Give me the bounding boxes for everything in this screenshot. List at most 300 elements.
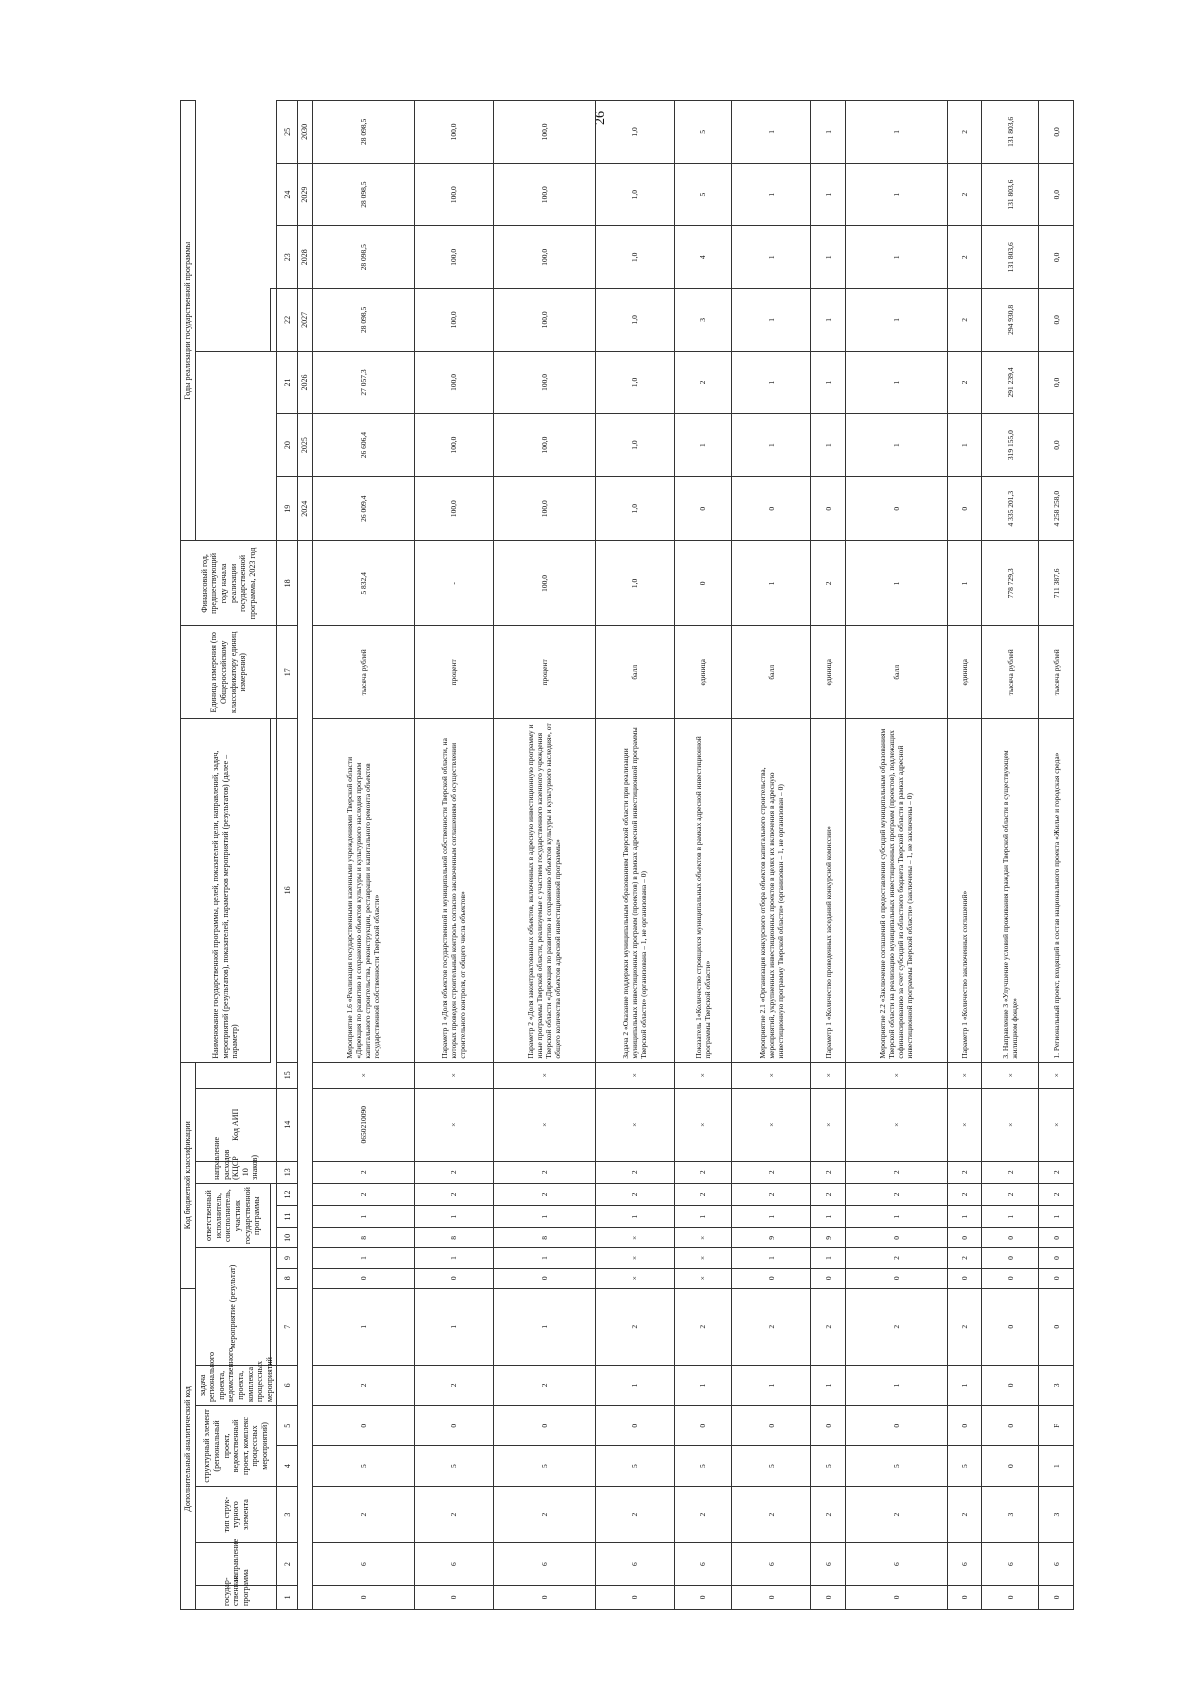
year-value-cell: 100,0: [493, 226, 595, 289]
row-name-cell: 1. Региональный проект, входящий в состав национального проекта «Жилье и городская среда»: [1039, 719, 1074, 1062]
year-value-cell: 0,0: [1039, 351, 1074, 414]
code-cell: ×: [595, 1268, 674, 1288]
year-value-cell: 0: [674, 476, 731, 541]
code-cell: ×: [811, 1088, 846, 1161]
year-value-cell: 2: [947, 226, 982, 289]
fin-year-cell: 1: [846, 541, 948, 626]
code-cell: 0650210090: [312, 1088, 414, 1161]
code-cell: ×: [846, 1062, 948, 1088]
code-cell: 2: [595, 1183, 674, 1205]
code-cell: 2: [731, 1161, 810, 1183]
row-name-cell: Задача 2 «Оказание поддержки муниципальным образованиям Тверской области при реализации муниципальных инвестиционных программ (проектов) в рамках адресной инвестиционной программы Тверской области» (организована – 1, не организована – 0): [595, 719, 674, 1062]
table-row: [811, 101, 846, 1610]
code-cell: ×: [595, 1228, 674, 1248]
col-number: 9: [277, 1248, 298, 1268]
year-value-cell: 1: [731, 101, 810, 164]
code-cell: 2: [731, 1486, 810, 1543]
unit-cell: балл: [595, 626, 674, 719]
struct-type-header: тип струк-турного элемента: [195, 1486, 277, 1543]
code-cell: 2: [493, 1486, 595, 1543]
code-cell: 9: [731, 1228, 810, 1248]
code-cell: 0: [982, 1228, 1039, 1248]
program-header: государ-ственная программа: [195, 1585, 277, 1609]
fin-year-cell: 711 387,6: [1039, 541, 1074, 626]
code-cell: 2: [674, 1183, 731, 1205]
years-blank: [195, 351, 277, 1088]
year-value-cell: 1: [811, 289, 846, 352]
code-cell: ×: [674, 1062, 731, 1088]
year-value-cell: 1: [731, 226, 810, 289]
code-cell: ×: [595, 1248, 674, 1268]
year-value-cell: 26 606,4: [312, 414, 414, 477]
row-name-cell: Мероприятие 1.6 «Реализация государственными казенными учреждениями Тверской области «Дирекция по развитию и сохранению объектов культуры и культурного наследия программ капитального строительства, реконструкции, реставрации и капитального ремонта объектов государственной собственности Тверской области»: [312, 719, 414, 1062]
col-number: 17: [277, 626, 298, 719]
year-value-cell: 1: [846, 226, 948, 289]
code-cell: 6: [414, 1543, 493, 1585]
code-cell: 2: [947, 1486, 982, 1543]
code-cell: 0: [1039, 1228, 1074, 1248]
code-cell: ×: [982, 1062, 1039, 1088]
col-number: 8: [277, 1268, 298, 1288]
years-row-blank: [298, 541, 313, 1610]
year-value-cell: 2: [947, 163, 982, 226]
code-cell: 2: [846, 1248, 948, 1268]
fin-year-cell: 5 832,4: [312, 541, 414, 626]
code-cell: 0: [1039, 1288, 1074, 1365]
year-value-cell: 1: [731, 163, 810, 226]
col-number: 20: [277, 414, 298, 477]
year-value-cell: 1: [811, 226, 846, 289]
code-cell: 1: [811, 1248, 846, 1268]
code-cell: 1: [731, 1206, 810, 1228]
code-cell: 1: [674, 1206, 731, 1228]
code-cell: 0: [982, 1446, 1039, 1486]
code-cell: 5: [595, 1446, 674, 1486]
year-value-cell: 1: [846, 289, 948, 352]
direction-header: направление: [195, 1543, 277, 1585]
col-number: 15: [277, 1062, 298, 1088]
year-value-cell: 28 098,5: [312, 226, 414, 289]
code-cell: 1: [811, 1206, 846, 1228]
code-cell: 1: [312, 1288, 414, 1365]
code-cell: 1: [493, 1248, 595, 1268]
code-cell: 0: [982, 1248, 1039, 1268]
code-cell: 0: [312, 1406, 414, 1446]
code-cell: ×: [811, 1062, 846, 1088]
code-cell: 2: [811, 1486, 846, 1543]
year-value-cell: 1: [731, 351, 810, 414]
year-value-cell: 1,0: [595, 351, 674, 414]
code-cell: ×: [982, 1088, 1039, 1161]
code-cell: 1: [674, 1365, 731, 1405]
year-value-cell: 4 258 258,0: [1039, 476, 1074, 541]
code-cell: 0: [846, 1268, 948, 1288]
code-cell: 6: [982, 1543, 1039, 1585]
year-value-cell: 100,0: [493, 101, 595, 164]
row-name-cell: Показатель 1«Количество строящихся муниципальных объектов в рамках адресной инвестиционной программы Тверской области»: [674, 719, 731, 1062]
row-name-cell: Мероприятие 2.1 «Организация конкурсного отбора объектов капитального строительства, мероприятий, укрупненных инвестиционных проектов в целях их включения в адресную инвестиционную программу Тверской области» (организован – 1, не организован – 0): [731, 719, 810, 1062]
code-cell: 2: [493, 1161, 595, 1183]
code-cell: 0: [982, 1406, 1039, 1446]
code-cell: 2: [595, 1486, 674, 1543]
code-cell: 1: [312, 1248, 414, 1268]
year-value-cell: 4: [674, 226, 731, 289]
code-cell: 0: [1039, 1585, 1074, 1609]
year-value-cell: 100,0: [493, 163, 595, 226]
code-cell: ×: [414, 1062, 493, 1088]
year-value-cell: 291 239,4: [982, 351, 1039, 414]
year-value-cell: 2: [947, 101, 982, 164]
code-cell: 2: [947, 1288, 982, 1365]
code-cell: 0: [674, 1406, 731, 1446]
code-cell: ×: [595, 1062, 674, 1088]
code-cell: 0: [674, 1585, 731, 1609]
code-cell: 2: [493, 1183, 595, 1205]
table-row: [731, 101, 810, 1610]
expense-header: направление расходов (КЦСР 10 знаков): [195, 1161, 277, 1183]
code-cell: 0: [731, 1585, 810, 1609]
code-cell: 2: [414, 1365, 493, 1405]
table-row: [414, 101, 493, 1610]
code-cell: 0: [947, 1406, 982, 1446]
code-cell: 0: [1039, 1268, 1074, 1288]
code-cell: ×: [674, 1228, 731, 1248]
year-value-cell: 0,0: [1039, 289, 1074, 352]
year-value-cell: 100,0: [493, 414, 595, 477]
code-cell: 1: [1039, 1446, 1074, 1486]
code-cell: F: [1039, 1406, 1074, 1446]
code-cell: 2: [414, 1183, 493, 1205]
code-cell: 2: [493, 1365, 595, 1405]
code-cell: ×: [674, 1248, 731, 1268]
year-value-cell: 0,0: [1039, 163, 1074, 226]
code-cell: 1: [595, 1206, 674, 1228]
col-number: 21: [277, 351, 298, 414]
code-cell: 0: [493, 1585, 595, 1609]
code-cell: 1: [947, 1365, 982, 1405]
code-cell: 0: [414, 1585, 493, 1609]
code-cell: 1: [414, 1288, 493, 1365]
year-header: 2025: [298, 414, 313, 477]
code-cell: 2: [811, 1288, 846, 1365]
year-header: 2030: [298, 101, 313, 164]
code-cell: 0: [846, 1585, 948, 1609]
code-cell: 1: [414, 1206, 493, 1228]
code-cell: 2: [674, 1486, 731, 1543]
row-name-cell: Мероприятие 2.2 «Заключение соглашений о предоставлении субсидий муниципальным образованиям Тверской области на реализацию муниципальных инвестиционных программ (проектов), подлежащих софинансированию за счет субсидий из областного бюджета Тверской области в рамках адресной инвестиционной программы Тверской области» (заключены – 1, не заключены – 0): [846, 719, 948, 1062]
code-cell: ×: [312, 1062, 414, 1088]
code-cell: 0: [312, 1585, 414, 1609]
year-value-cell: 100,0: [414, 163, 493, 226]
year-value-cell: 100,0: [414, 101, 493, 164]
code-cell: 1: [846, 1206, 948, 1228]
executor-header: ответственный исполнитель, соисполнитель, участник государственной программы: [195, 1183, 271, 1248]
year-value-cell: 1: [674, 414, 731, 477]
code-cell: ×: [595, 1088, 674, 1161]
code-cell: 0: [414, 1268, 493, 1288]
code-cell: 6: [811, 1543, 846, 1585]
code-cell: 0: [811, 1268, 846, 1288]
unit-cell: процент: [414, 626, 493, 719]
year-value-cell: 0: [947, 476, 982, 541]
year-value-cell: 1,0: [595, 226, 674, 289]
unit-cell: единица: [947, 626, 982, 719]
year-value-cell: 100,0: [493, 476, 595, 541]
code-cell: 0: [947, 1268, 982, 1288]
code-cell: 2: [846, 1161, 948, 1183]
col-number: 23: [277, 226, 298, 289]
year-value-cell: 1: [846, 163, 948, 226]
year-value-cell: 1: [811, 163, 846, 226]
year-value-cell: 1: [811, 414, 846, 477]
year-value-cell: 1,0: [595, 163, 674, 226]
fin-year-cell: 2: [811, 541, 846, 626]
code-cell: 1: [1039, 1206, 1074, 1228]
group-budget-header: Код бюджетной классификации: [181, 1062, 196, 1288]
col-number: 11: [277, 1206, 298, 1228]
code-cell: ×: [846, 1088, 948, 1161]
code-cell: 2: [312, 1486, 414, 1543]
year-value-cell: 294 930,8: [982, 289, 1039, 352]
year-value-cell: 5: [674, 163, 731, 226]
col-number: 1: [277, 1585, 298, 1609]
code-cell: 0: [846, 1228, 948, 1248]
row-name-cell: Параметр 1 «Доля объектов государственной и муниципальной собственности Тверской области, на которых проведен строительный контроль согласно заключенным соглашениям об осуществлении строительного контроля, от общего числа объектов»: [414, 719, 493, 1062]
year-value-cell: 0,0: [1039, 226, 1074, 289]
unit-header: Единица измерения (по Общероссийскому классификатору единиц измерения): [181, 626, 277, 719]
code-cell: 3: [982, 1486, 1039, 1543]
year-value-cell: 2: [947, 289, 982, 352]
code-cell: 0: [493, 1268, 595, 1288]
code-cell: 1: [493, 1288, 595, 1365]
code-cell: 2: [846, 1288, 948, 1365]
col-number: 3: [277, 1486, 298, 1543]
code-cell: 6: [731, 1543, 810, 1585]
year-value-cell: 1: [731, 289, 810, 352]
code-cell: 2: [982, 1161, 1039, 1183]
code-cell: ×: [731, 1088, 810, 1161]
table-row: [674, 101, 731, 1610]
code-cell: 1: [312, 1206, 414, 1228]
col-number: 4: [277, 1446, 298, 1486]
year-value-cell: 1,0: [595, 476, 674, 541]
code-cell: 5: [811, 1446, 846, 1486]
year-value-cell: 4 335 201,3: [982, 476, 1039, 541]
code-cell: 6: [595, 1543, 674, 1585]
code-cell: 5: [947, 1446, 982, 1486]
unit-cell: тысяча рублей: [1039, 626, 1074, 719]
year-value-cell: 100,0: [493, 351, 595, 414]
unit-cell: процент: [493, 626, 595, 719]
name-header: Наименование государственной программы, целей, показателей цели, направлений, задач, мероприятий (результатов), показателей, параметров мероприятий (результатов) (далее – параметр): [181, 719, 271, 1062]
fin-year-cell: 1,0: [595, 541, 674, 626]
code-cell: 2: [947, 1161, 982, 1183]
row-name-cell: Параметр 2 «Доля законтрактованных объектов, включенных в адресную инвестиционную программу и иные программы Тверской области, реализуемые с участием государственного казенного учреждения Тверской области «Дирекция по развитию и сохранению объектов культуры и культурного наследия», от общего количества объектов адресной инвестиционной программы»: [493, 719, 595, 1062]
code-cell: 8: [312, 1228, 414, 1248]
year-value-cell: 0: [811, 476, 846, 541]
code-cell: 0: [731, 1268, 810, 1288]
year-value-cell: 1: [811, 101, 846, 164]
year-value-cell: 100,0: [414, 476, 493, 541]
code-cell: 2: [731, 1288, 810, 1365]
year-value-cell: 28 098,5: [312, 101, 414, 164]
code-cell: 2: [731, 1183, 810, 1205]
unit-cell: тысяча рублей: [312, 626, 414, 719]
code-cell: ×: [493, 1062, 595, 1088]
year-value-cell: 131 803,6: [982, 163, 1039, 226]
table-row: [982, 101, 1039, 1610]
code-cell: 5: [414, 1446, 493, 1486]
code-cell: 5: [493, 1446, 595, 1486]
fin-year-header: Финансовый год, предшествующий году начала реализации государственной программы, 2023 год: [181, 541, 277, 626]
unit-cell: тысяча рублей: [982, 626, 1039, 719]
table-row: [846, 101, 948, 1610]
code-cell: 0: [811, 1585, 846, 1609]
table-row: [1039, 101, 1074, 1610]
fin-year-cell: -: [414, 541, 493, 626]
year-value-cell: 100,0: [414, 414, 493, 477]
col-number: 19: [277, 476, 298, 541]
code-cell: 2: [846, 1486, 948, 1543]
table-row: [595, 101, 674, 1610]
col-number: 14: [277, 1088, 298, 1161]
code-cell: ×: [493, 1088, 595, 1161]
code-cell: 0: [811, 1406, 846, 1446]
fin-year-cell: 100,0: [493, 541, 595, 626]
table-row: [493, 101, 595, 1610]
code-cell: 0: [595, 1585, 674, 1609]
year-value-cell: 1: [846, 101, 948, 164]
col-number: 24: [277, 163, 298, 226]
code-cell: 0: [947, 1228, 982, 1248]
code-cell: ×: [1039, 1088, 1074, 1161]
unit-cell: балл: [731, 626, 810, 719]
col-number: 5: [277, 1406, 298, 1446]
task-header: задача регионального проекта, ведомственного проекта, комплекса процессных мероприятий: [195, 1365, 277, 1405]
code-cell: 0: [947, 1585, 982, 1609]
code-cell: 6: [674, 1543, 731, 1585]
year-value-cell: 1: [846, 351, 948, 414]
year-value-cell: 28 098,5: [312, 163, 414, 226]
col-number: 18: [277, 541, 298, 626]
year-value-cell: 100,0: [414, 351, 493, 414]
col-number: 10: [277, 1228, 298, 1248]
col-number: 16: [277, 719, 298, 1062]
col-number: 12: [277, 1183, 298, 1205]
group-add-code-header: Дополнительный аналитический код: [181, 1288, 196, 1609]
code-cell: 5: [731, 1446, 810, 1486]
unit-cell: единица: [674, 626, 731, 719]
code-cell: 3: [1039, 1365, 1074, 1405]
year-value-cell: 1,0: [595, 289, 674, 352]
code-cell: 2: [414, 1161, 493, 1183]
col-number: 2: [277, 1543, 298, 1585]
year-value-cell: 1: [947, 414, 982, 477]
code-cell: 6: [846, 1543, 948, 1585]
code-cell: 2: [595, 1161, 674, 1183]
code-cell: 2: [982, 1183, 1039, 1205]
col-number: 7: [277, 1288, 298, 1365]
code-cell: 6: [947, 1543, 982, 1585]
code-cell: 8: [414, 1228, 493, 1248]
code-cell: 6: [1039, 1543, 1074, 1585]
year-value-cell: 0,0: [1039, 414, 1074, 477]
year-value-cell: 131 803,6: [982, 226, 1039, 289]
code-cell: 0: [493, 1406, 595, 1446]
year-value-cell: 2: [947, 351, 982, 414]
fin-year-cell: 778 729,3: [982, 541, 1039, 626]
year-value-cell: 0: [731, 476, 810, 541]
code-cell: 9: [811, 1228, 846, 1248]
code-cell: 2: [947, 1248, 982, 1268]
code-cell: 0: [846, 1406, 948, 1446]
code-cell: ×: [947, 1088, 982, 1161]
code-cell: ×: [1039, 1062, 1074, 1088]
col-number: 22: [277, 289, 298, 352]
code-cell: 0: [982, 1365, 1039, 1405]
measure-header: мероприятие (результат): [195, 1248, 271, 1365]
header-row-1: [181, 101, 196, 1610]
year-header: 2026: [298, 351, 313, 414]
table-row: [947, 101, 982, 1610]
aip-header: Код АИП: [195, 1088, 277, 1161]
year-value-cell: 3: [674, 289, 731, 352]
code-cell: 1: [846, 1365, 948, 1405]
code-cell: 2: [1039, 1161, 1074, 1183]
code-cell: 2: [846, 1183, 948, 1205]
year-value-cell: 2: [674, 351, 731, 414]
code-cell: 0: [414, 1406, 493, 1446]
code-cell: 2: [1039, 1183, 1074, 1205]
code-cell: 1: [731, 1248, 810, 1268]
col-number: 6: [277, 1365, 298, 1405]
code-cell: ×: [414, 1088, 493, 1161]
year-value-cell: 27 057,3: [312, 351, 414, 414]
code-cell: ×: [674, 1088, 731, 1161]
program-table: [180, 100, 1074, 1610]
col-number: 25: [277, 101, 298, 164]
code-cell: 0: [1039, 1248, 1074, 1268]
fin-year-cell: 0: [674, 541, 731, 626]
years-row: [298, 101, 313, 1610]
rotated-table-container: [180, 100, 1060, 1610]
year-header: 2028: [298, 226, 313, 289]
table-row: [312, 101, 414, 1610]
code-cell: 0: [595, 1406, 674, 1446]
year-value-cell: 1,0: [595, 414, 674, 477]
year-value-cell: 1: [846, 414, 948, 477]
year-value-cell: 5: [674, 101, 731, 164]
unit-cell: единица: [811, 626, 846, 719]
year-value-cell: 26 009,4: [312, 476, 414, 541]
code-cell: 2: [312, 1365, 414, 1405]
year-value-cell: 28 098,5: [312, 289, 414, 352]
years-group-header: Годы реализации государственной программы: [181, 101, 196, 542]
year-header: 2027: [298, 289, 313, 352]
col-number: 13: [277, 1161, 298, 1183]
code-cell: 0: [982, 1268, 1039, 1288]
code-cell: 2: [674, 1161, 731, 1183]
code-cell: 0: [731, 1406, 810, 1446]
row-name-cell: Параметр 1 «Количество заключенных соглашений»: [947, 719, 982, 1062]
code-cell: ×: [674, 1268, 731, 1288]
year-value-cell: 131 803,6: [982, 101, 1039, 164]
code-cell: 1: [811, 1365, 846, 1405]
code-cell: 2: [312, 1161, 414, 1183]
fin-year-cell: 1: [731, 541, 810, 626]
year-value-cell: 1,0: [595, 101, 674, 164]
code-cell: 1: [731, 1365, 810, 1405]
